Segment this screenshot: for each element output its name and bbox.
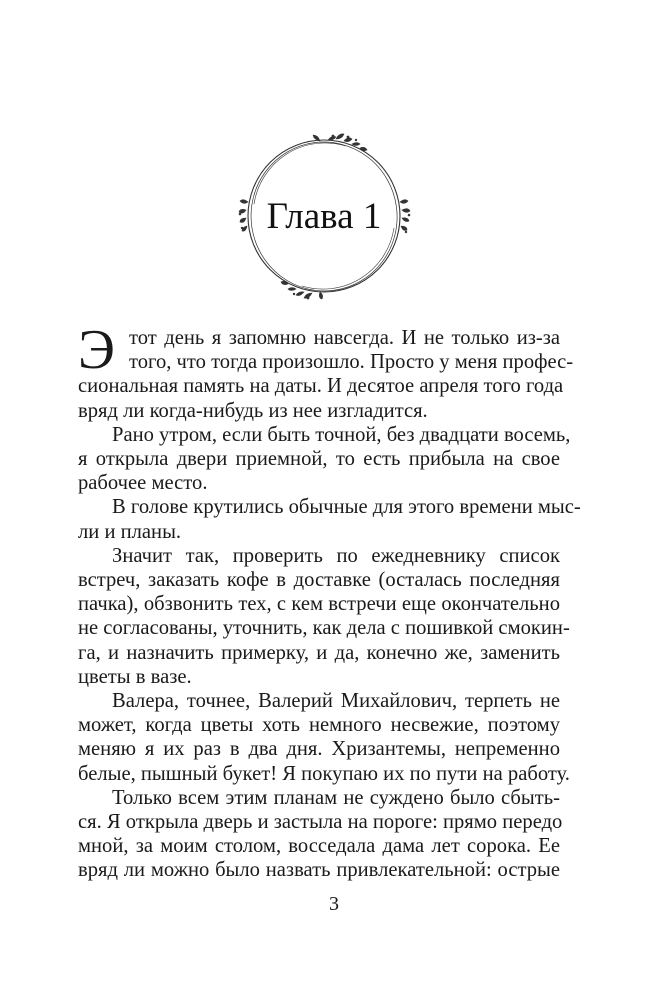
text-line: ся. Я открыла дверь и застыла на пороге: прямо передо xyxy=(78,811,563,834)
paragraph xyxy=(78,423,571,496)
text-line: Э тот день я запомню навсегда. И не только из-за xyxy=(78,319,560,381)
text-line: может, когда цветы хоть немного несвежие, поэтому xyxy=(78,714,560,737)
chapter-title: Глава 1 xyxy=(266,195,382,237)
text-line: сиональная память на даты. И десятое апреля того года xyxy=(78,375,564,398)
paragraph xyxy=(78,495,581,543)
text-line: Только всем этим планам не суждено было сбыть- xyxy=(112,786,560,809)
text-line: Валера, точнее, Валерий Михайлович, терпеть не xyxy=(112,690,560,713)
text-line: В голове крутились обычные для этого времени мыс- xyxy=(112,496,581,519)
paragraph xyxy=(78,319,574,423)
chapter-body-text xyxy=(78,319,581,883)
text-line: белые, пышный букет! Я покупаю их по пути на работу. xyxy=(78,762,570,785)
text-line: ли и планы. xyxy=(78,520,182,543)
page-number: 3 xyxy=(329,893,339,915)
drop-cap: Э xyxy=(78,319,115,381)
text-line: Значит так, проверить по ежедневнику список xyxy=(112,544,560,567)
text-line: того, что тогда произошло. Просто у меня профес- xyxy=(129,351,574,374)
text-line: вряд ли можно было назвать привлекательной: острые xyxy=(78,859,560,882)
text-line: цветы в вазе. xyxy=(78,665,192,688)
paragraph xyxy=(78,689,570,786)
text-line: меняю я их раз в два дня. Хризантемы, непременно xyxy=(78,738,560,761)
paragraph xyxy=(78,786,563,883)
text-line: не согласованы, уточнить, как дела с пошивкой смокин- xyxy=(78,617,570,640)
text-line: вряд ли когда-нибудь из нее изгладится. xyxy=(78,399,428,422)
text-line: мной, за моим столом, восседала дама лет сорока. Ее xyxy=(78,835,560,858)
text-line: пачка), обзвонить тех, с кем встречи еще окончательно xyxy=(78,593,560,616)
paragraph xyxy=(78,544,570,689)
text-line: га, и назначить примерку, и да, конечно же, заменить xyxy=(78,641,560,664)
text-line: рабочее место. xyxy=(78,472,208,495)
text-line: я открыла двери приемной, то есть прибыла на свое xyxy=(78,448,560,471)
text-line: встреч, заказать кофе в доставке (осталась последняя xyxy=(78,569,560,592)
text-line: Рано утром, если быть точной, без двадцати восемь, xyxy=(112,423,571,446)
